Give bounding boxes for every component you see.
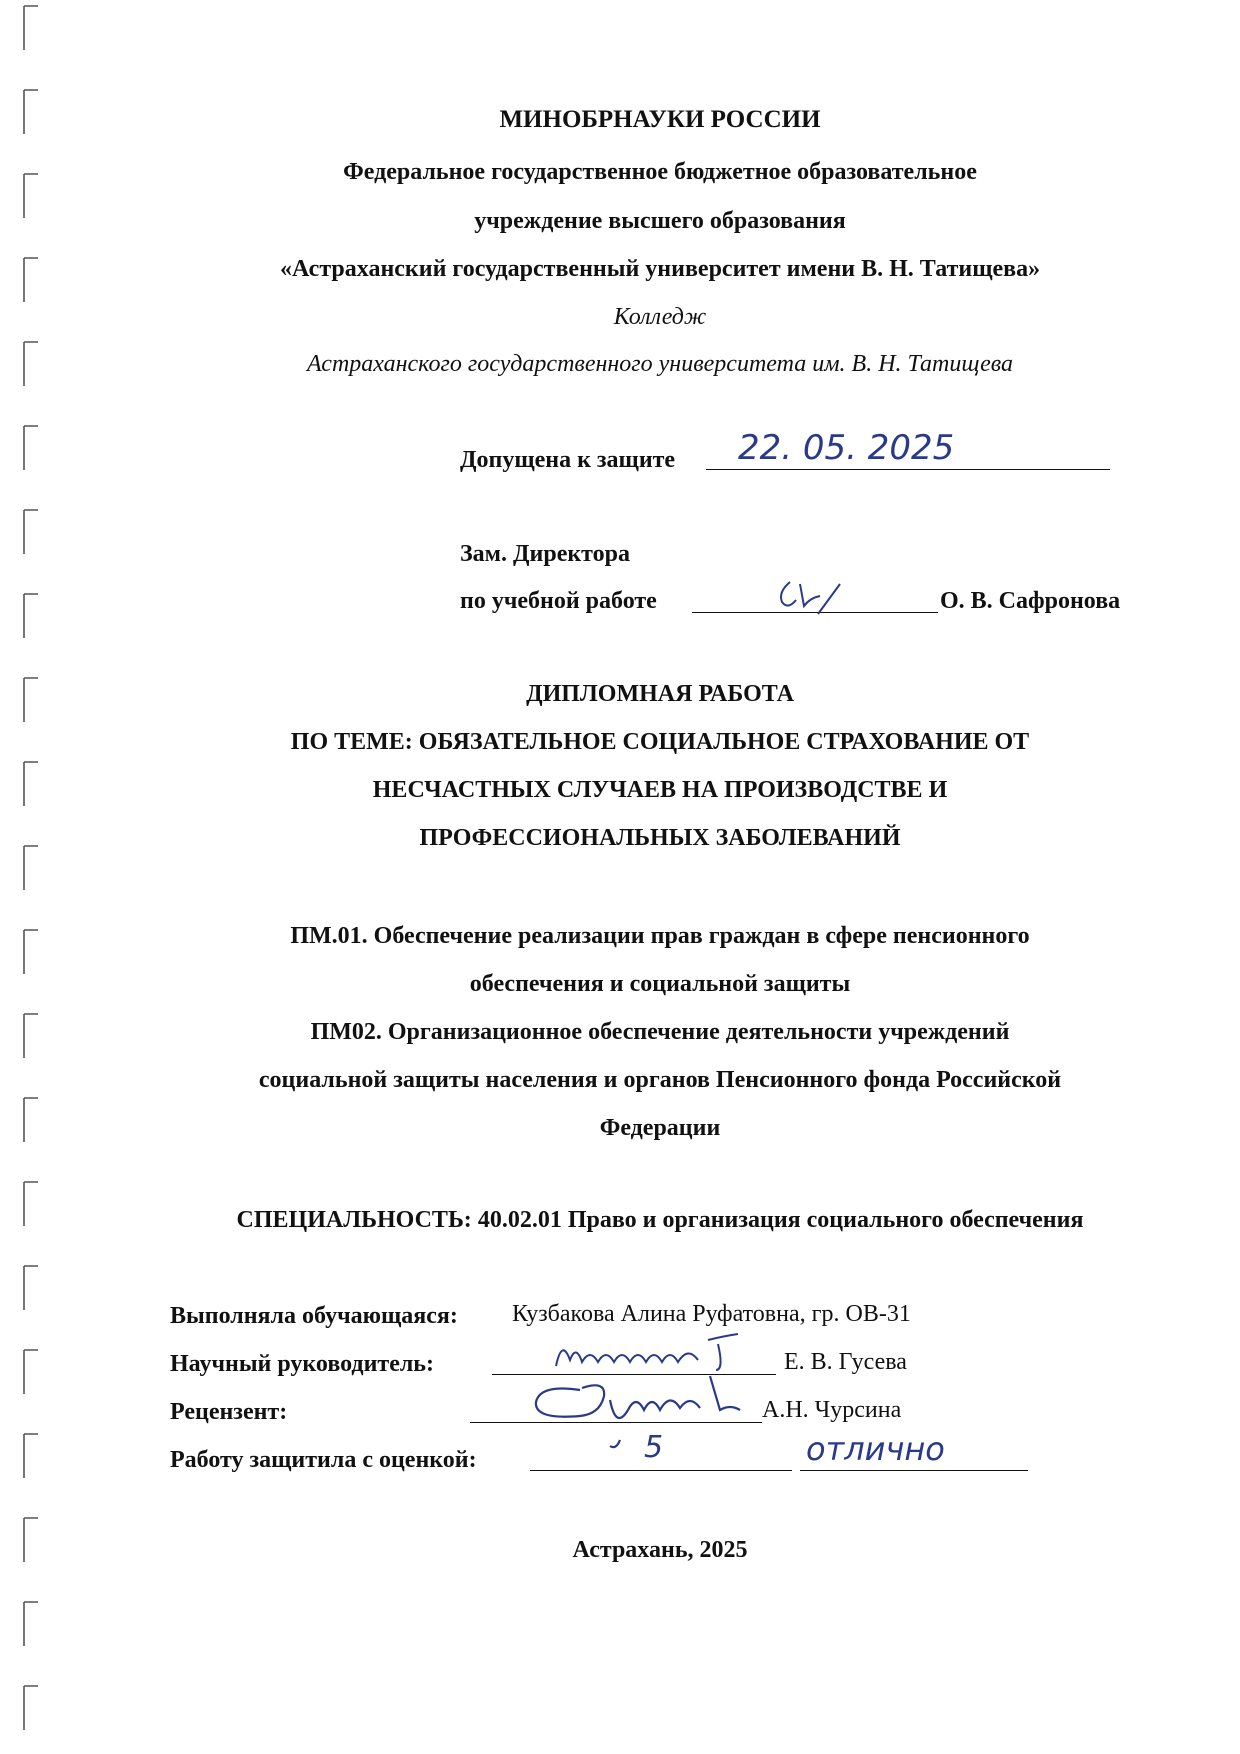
grade-word-line — [800, 1470, 1028, 1471]
binding-hole-mark — [24, 6, 38, 50]
student-value: Кузбакова Алина Руфатовна, гр. ОВ-31 — [512, 1301, 911, 1327]
module-pm01-line-2: обеспечения и социальной защиты — [469, 971, 851, 997]
binding-hole-mark — [24, 930, 38, 974]
director-name: О. В. Сафронова — [940, 588, 1121, 614]
binding-hole-mark — [24, 1266, 38, 1310]
admission-date-line — [706, 469, 1110, 470]
binding-hole-mark — [24, 258, 38, 302]
binding-hole-mark — [24, 762, 38, 806]
binding-hole-mark — [24, 1602, 38, 1646]
binding-hole-mark — [24, 594, 38, 638]
college-line-2: Астраханского государственного университета им. В. Н. Татищева — [307, 351, 1013, 377]
college-line-1: Колледж — [613, 304, 707, 330]
binding-hole-mark — [24, 846, 38, 890]
university-name: «Астраханский государственный университет имени В. Н. Татищева» — [279, 256, 1041, 282]
specialty-row — [150, 1206, 1170, 1235]
binding-hole-mark — [24, 1518, 38, 1562]
binding-hole-mark — [24, 174, 38, 218]
thesis-topic-line-2: НЕСЧАСТНЫХ СЛУЧАЕВ НА ПРОИЗВОДСТВЕ И — [372, 777, 948, 803]
admission-handwritten-date: 22. 05. 2025 — [738, 428, 955, 468]
grade-word: отлично — [806, 1430, 945, 1468]
reviewer-name: А.Н. Чурсина — [762, 1397, 902, 1423]
module-pm01-line-1: ПМ.01. Обеспечение реализации прав граждан в сфере пенсионного — [290, 923, 1030, 949]
specialty-label: СПЕЦИАЛЬНОСТЬ: — [236, 1207, 472, 1233]
module-pm02-line-1: ПМ02. Организационное обеспечение деятельности учреждений — [310, 1019, 1010, 1045]
reviewer-label: Рецензент: — [170, 1399, 288, 1425]
institution-line-1: Федеральное государственное бюджетное образовательное — [343, 159, 977, 185]
module-pm02-line-2: социальной защиты населения и органов Пенсионного фонда Российской — [258, 1067, 1062, 1093]
binding-hole-mark — [24, 426, 38, 470]
binding-hole-mark — [24, 1182, 38, 1226]
admission-label: Допущена к защите — [460, 447, 676, 473]
thesis-topic-line-1: ПО ТЕМЕ: ОБЯЗАТЕЛЬНОЕ СОЦИАЛЬНОЕ СТРАХОВАНИЕ ОТ — [290, 729, 1030, 755]
supervisor-signature — [548, 1330, 768, 1375]
binding-hole-mark — [24, 510, 38, 554]
student-label: Выполняла обучающаяся: — [170, 1303, 458, 1329]
director-signature — [760, 570, 850, 620]
city-year: Астрахань, 2025 — [572, 1537, 748, 1563]
grade-number-line — [530, 1470, 792, 1471]
binding-hole-mark — [24, 678, 38, 722]
binding-hole-mark — [24, 1014, 38, 1058]
supervisor-label: Научный руководитель: — [170, 1351, 434, 1377]
binding-hole-mark — [24, 1098, 38, 1142]
binding-hole-mark — [24, 1434, 38, 1478]
thesis-topic-line-3: ПРОФЕССИОНАЛЬНЫХ ЗАБОЛЕВАНИЙ — [419, 825, 901, 851]
binding-hole-mark — [24, 342, 38, 386]
ministry-heading: МИНОБРНАУКИ РОССИИ — [499, 106, 821, 133]
binding-hole-mark — [24, 1686, 38, 1730]
binding-hole-mark — [24, 1350, 38, 1394]
module-pm02-line-3: Федерации — [599, 1115, 721, 1141]
position-line-1: Зам. Директора — [460, 541, 631, 567]
specialty-value: 40.02.01 Право и организация социального обеспечения — [477, 1207, 1084, 1233]
institution-line-2: учреждение высшего образования — [474, 208, 846, 234]
position-line-2: по учебной работе — [460, 588, 657, 614]
binding-hole-mark — [24, 90, 38, 134]
supervisor-name: Е. В. Гусева — [784, 1349, 907, 1375]
thesis-type: ДИПЛОМНАЯ РАБОТА — [526, 681, 794, 707]
grade-label: Работу защитила с оценкой: — [170, 1447, 477, 1473]
grade-number: 5 — [644, 1430, 664, 1465]
binding-holes — [0, 0, 60, 1754]
